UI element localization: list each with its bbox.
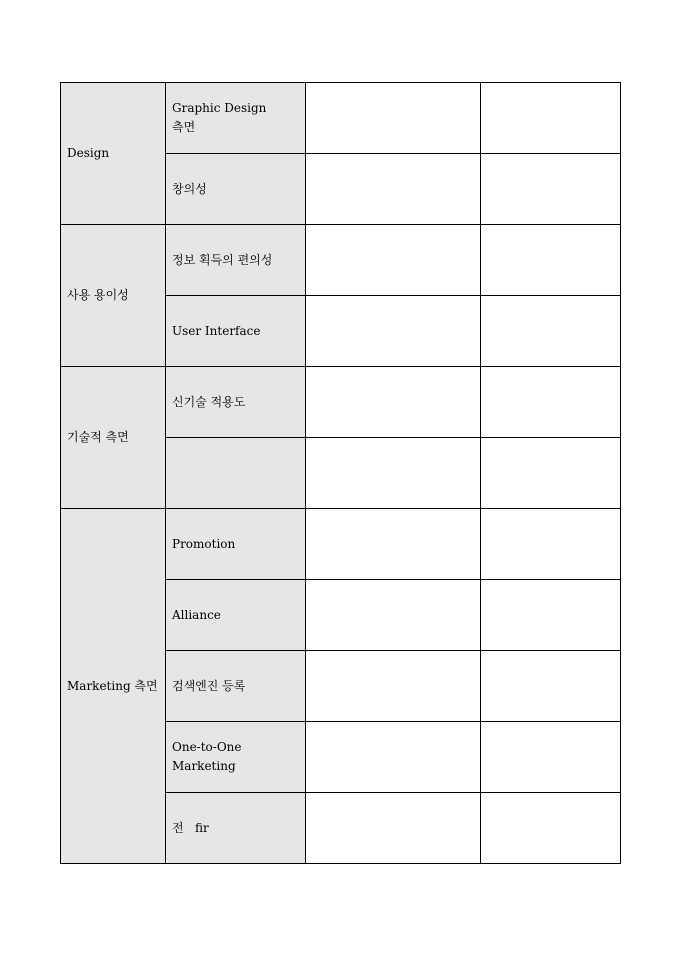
criteria-cell — [166, 509, 306, 580]
criteria-label: Promotion — [172, 536, 236, 551]
category-cell-usability — [61, 225, 166, 367]
score-cell — [306, 580, 481, 651]
note-cell — [481, 793, 621, 864]
score-cell — [306, 793, 481, 864]
table-row — [61, 367, 621, 438]
note-cell — [481, 154, 621, 225]
note-cell — [481, 367, 621, 438]
score-cell — [306, 225, 481, 296]
score-cell — [306, 154, 481, 225]
note-cell — [481, 651, 621, 722]
criteria-cell — [166, 296, 306, 367]
table-row — [61, 509, 621, 580]
criteria-label: Alliance — [172, 607, 221, 622]
note-cell — [481, 509, 621, 580]
category-label: Marketing 측면 — [67, 678, 158, 693]
note-cell — [481, 438, 621, 509]
evaluation-table — [60, 82, 621, 864]
note-cell — [481, 296, 621, 367]
criteria-cell — [166, 438, 306, 509]
criteria-label: 정보 획득의 편의성 — [172, 252, 273, 267]
category-label: Design — [67, 146, 110, 160]
criteria-cell — [166, 367, 306, 438]
score-cell — [306, 438, 481, 509]
category-label: 사용 용이성 — [67, 288, 129, 302]
table-row — [61, 83, 621, 154]
criteria-label: 검색엔진 등록 — [172, 678, 246, 693]
criteria-cell — [166, 83, 306, 154]
note-cell — [481, 580, 621, 651]
criteria-cell — [166, 793, 306, 864]
criteria-label: User Interface — [172, 323, 261, 338]
category-cell-design — [61, 83, 166, 225]
note-cell — [481, 83, 621, 154]
category-label: 기술적 측면 — [67, 430, 129, 444]
category-cell-technical — [61, 367, 166, 509]
criteria-label: One-to-One Marketing — [172, 740, 242, 773]
note-cell — [481, 722, 621, 793]
score-cell — [306, 83, 481, 154]
score-cell — [306, 296, 481, 367]
score-cell — [306, 651, 481, 722]
criteria-cell — [166, 580, 306, 651]
criteria-label: 신기술 적용도 — [172, 394, 246, 409]
criteria-label: 전 fir — [172, 820, 209, 835]
score-cell — [306, 367, 481, 438]
table-row — [61, 225, 621, 296]
criteria-cell — [166, 154, 306, 225]
score-cell — [306, 722, 481, 793]
criteria-cell — [166, 722, 306, 793]
score-cell — [306, 509, 481, 580]
criteria-label: 창의성 — [172, 181, 207, 196]
criteria-label: Graphic Design 측면 — [172, 101, 267, 134]
category-cell-marketing — [61, 509, 166, 864]
criteria-cell — [166, 225, 306, 296]
criteria-cell — [166, 651, 306, 722]
note-cell — [481, 225, 621, 296]
